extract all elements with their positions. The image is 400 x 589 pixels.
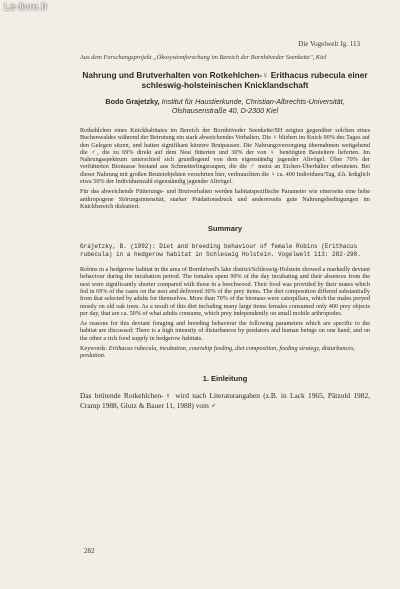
keywords	[80, 345, 370, 360]
article-body	[80, 54, 370, 418]
citation: Grajetzky, B. (1992): Diet and breeding behaviour of female Robins (Erithacus rubecula) in a hedgerow habitat in Schleswig Holstein. Vogelwelt 113: 282-298.	[80, 243, 361, 258]
keywords-label: Keywords:	[80, 345, 108, 353]
keywords-text: Erithacus rubecula, incubation, courtship feeding, diet composition, feeding strategy, disturbances, predation.	[80, 345, 355, 360]
section-paragraph: Das brütende Rotkehlchen-♀ wird nach Literaturangaben (z.B. in Lack 1965, Pätzold 1982, Cramp 1988, Glutz & Bauer 11, 1988) vom ♂	[80, 390, 370, 410]
article-title: Nahrung und Brutverhalten von Rotkehlchen-♀ Erithacus rubecula einer schleswig-holsteinischen Knicklandschaft	[82, 70, 368, 90]
author-block	[80, 97, 370, 115]
abstract-paragraph: Für das abweichende Fütterungs- und Brutverhalten werden habitatspezifische Parameter wie einerseits eine hohe anthropogene Störungsintensität, starker Prädationsdruck und andererseits gute Nahrungsbedingungen im Knickbereich diskutiert.	[80, 188, 370, 210]
project-note: Aus dem Forschungsprojekt „Ökosystemforschung im Bereich der Bornhöveder Seenkette", Kiel	[80, 54, 327, 61]
running-head: Die Vogelwelt Jg. 113	[298, 40, 360, 48]
watermark-logo: Le-livre.fr	[4, 2, 48, 13]
summary-paragraph: Robins in a hedgerow habitat in the area of Bornhöved's lake district/Schleswig-Holstein showed a markedly deviant behaviour during the incubation period. The females spent 90% of the day incubating and their absences from the nest were significantly shorter compared with those in a beechwood. Their food was provided by their mates which fed in 69% of the cases on the nest and delivered 30% of the prey items. The diet composition differed substantially from that selected by adults for themselves. More than 70% of the biomass were caterpillars, which the males preyed mostly on old oak trees. As a result of this diet including many large items females consumed only 400 prey objects per day, that are ca. 50% of what adults consume, which prey independently on small mobile arthropodes.	[80, 266, 370, 317]
section-heading: 1. Einleitung	[202, 373, 248, 383]
summary-heading: Summary	[207, 224, 243, 234]
author-affiliation: Institut für Haustierkunde, Christian-Albrechts-Universität, Olshausenstraße 40, D-2300 Kiel	[161, 97, 345, 115]
page-number: 282	[84, 547, 95, 555]
summary-paragraph: As reasons for this deviant foraging and breeding behaviour the following parameters which are specific to the habitat are discussed: There is a high intensity of disturbances by predators and human beings on one hand, and on the other a rich food supply in hedgerow habitats.	[80, 320, 370, 342]
abstract-paragraph: Rotkehlchen eines Knickhabitates im Bereich der Bornhöveder Seenkette/SH zeigten gegenüber solchen eines Buchenwaldes während der Betrutung ein stark abweichendes Verhalten. Die ♀ blieben im Knick 90% des Tages auf den Gelegen sitzen, und hatten signifikant kürzere Brutpausen. Die Nahrungsversorgung übernahmen weitgehend die ♂, die zu 69% direkt auf dem Nest fütterten und 30% der von ♀ benötigten Beuteitere lieferten. Im Nahrungsspektrum unterschied sich grundlegend von dem eigenständig jagender Altvögel. Über 70% der verfütterten Biomasse bestand aus Schmetterlingsraupen, die die ♂ meist an Eichen-Überhälter erbeuteten. Bei dieser Nahrung mit großen Beutetobjekten verzehrten hier, verbrauchten die ♀ ca. 400 Individuen/Tag, d.h. lediglich etwa 50% der Individuenzahl eigenständig jagender Altvögel.	[80, 127, 370, 186]
author-name: Bodo Grajetzky,	[105, 97, 160, 106]
